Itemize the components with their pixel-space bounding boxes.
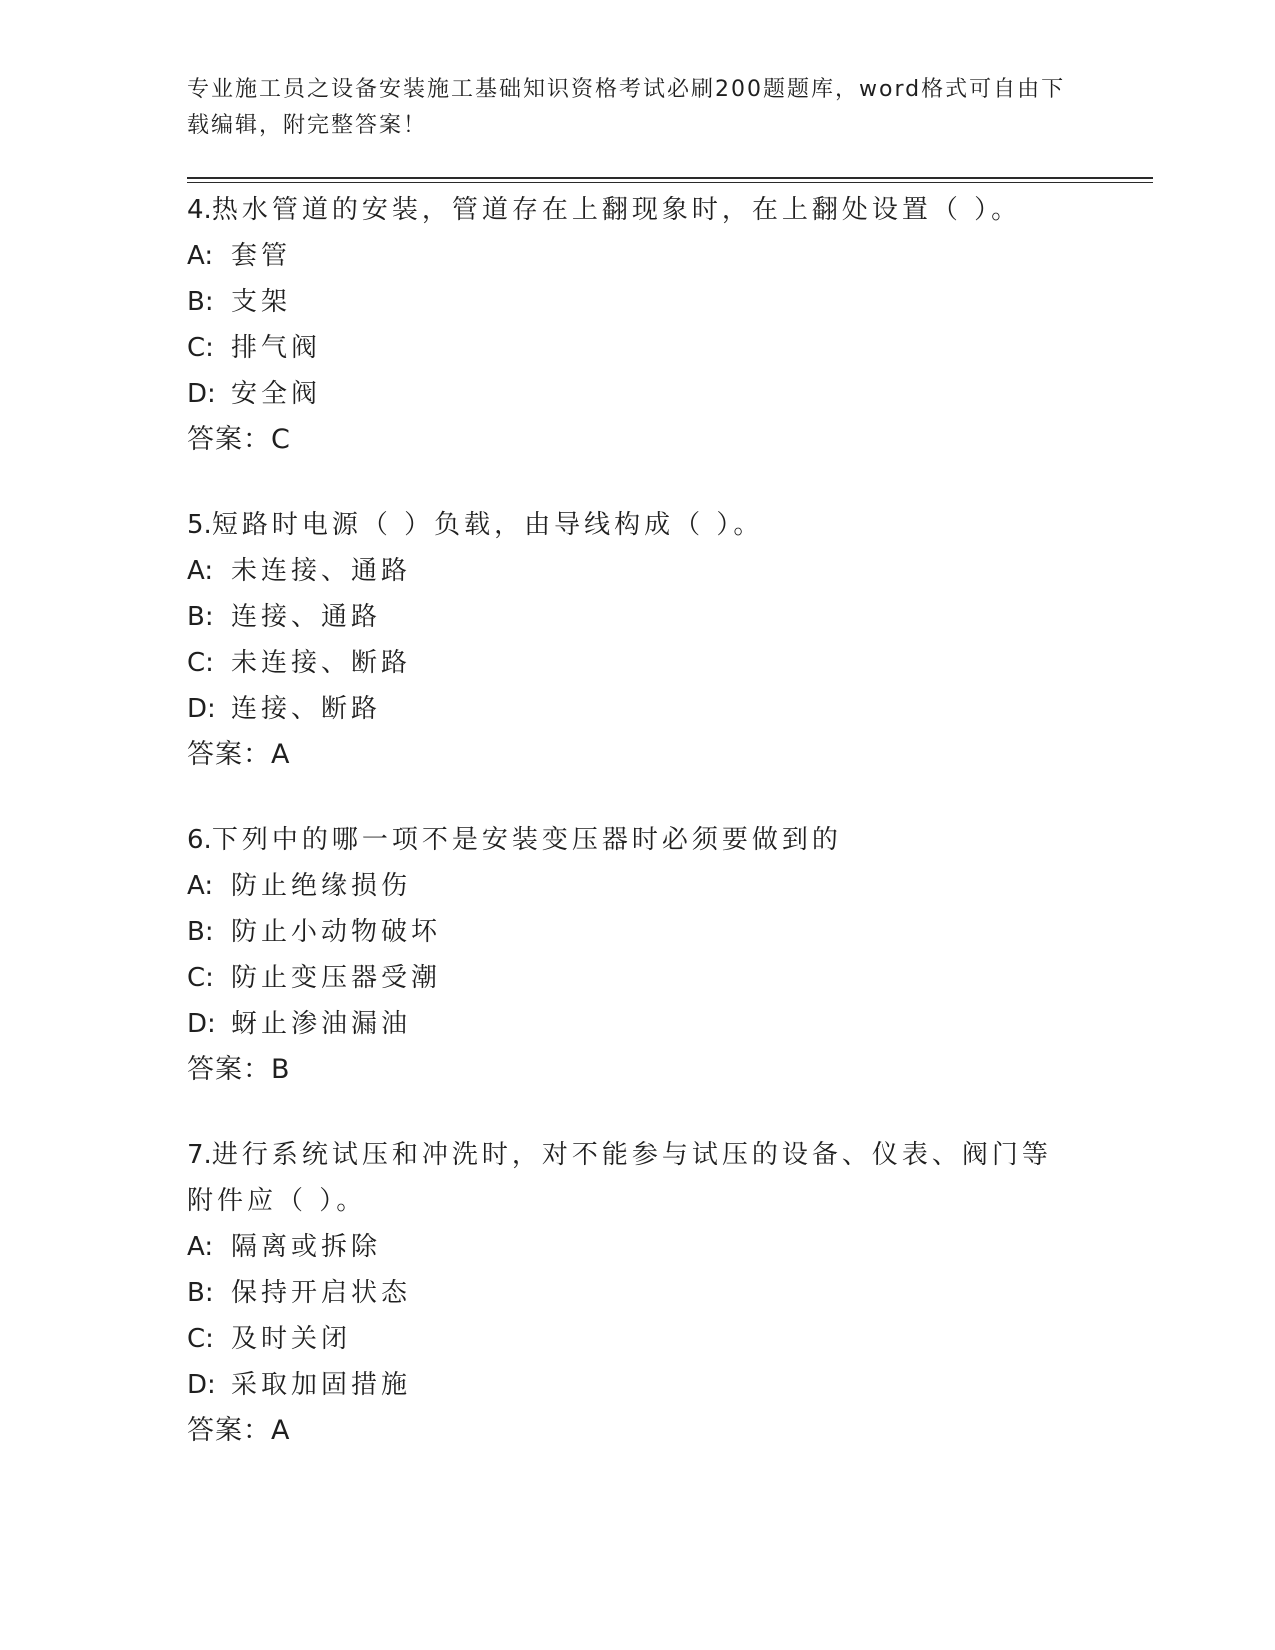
option-d xyxy=(187,371,1067,417)
option-text: 防止小动物破坏 xyxy=(231,917,442,947)
question-text: 短路时电源（ ）负载，由导线构成（ ）。 xyxy=(211,510,764,540)
question-6 xyxy=(187,817,1067,1093)
option-b xyxy=(187,594,1067,640)
option-text: 隔离或拆除 xyxy=(231,1232,382,1262)
option-text: 排气阀 xyxy=(231,333,322,363)
answer-label: 答案： xyxy=(187,1054,271,1085)
option-b xyxy=(187,279,1067,325)
option-a xyxy=(187,863,1067,909)
option-c xyxy=(187,1316,1067,1362)
option-text: 防止绝缘损伤 xyxy=(231,871,412,901)
question-stem xyxy=(187,817,1067,863)
answer-value: A xyxy=(271,739,290,770)
header-divider-thick xyxy=(187,177,1153,179)
answer-value: A xyxy=(271,1415,290,1446)
answer-label: 答案： xyxy=(187,424,271,455)
option-letter: D: xyxy=(187,1370,216,1400)
option-text: 防止变压器受潮 xyxy=(231,963,442,993)
question-5 xyxy=(187,502,1067,778)
option-letter: B: xyxy=(187,917,214,947)
option-letter: C: xyxy=(187,648,214,678)
option-letter: B: xyxy=(187,602,214,632)
question-7 xyxy=(187,1132,1067,1454)
option-text: 未连接、断路 xyxy=(231,648,412,678)
question-number: 5. xyxy=(187,510,212,540)
option-text: 蚜止渗油漏油 xyxy=(231,1009,412,1039)
option-d xyxy=(187,686,1067,732)
option-letter: B: xyxy=(187,287,214,317)
answer-value: C xyxy=(271,424,290,455)
answer-line xyxy=(187,732,1067,778)
option-a xyxy=(187,548,1067,594)
answer-line xyxy=(187,417,1067,463)
option-text: 采取加固措施 xyxy=(231,1370,412,1400)
question-number: 4. xyxy=(187,195,212,225)
question-number: 6. xyxy=(187,825,212,855)
option-letter: C: xyxy=(187,963,214,993)
option-letter: A: xyxy=(187,871,214,901)
option-text: 支架 xyxy=(231,287,292,317)
option-letter: A: xyxy=(187,556,214,586)
question-text: 热水管道的安装，管道存在上翻现象时，在上翻处设置（ ）。 xyxy=(211,195,1022,225)
option-letter: A: xyxy=(187,241,214,271)
question-4 xyxy=(187,187,1067,463)
option-d xyxy=(187,1001,1067,1047)
option-c xyxy=(187,955,1067,1001)
option-text: 安全阀 xyxy=(231,379,322,409)
question-number: 7. xyxy=(187,1140,212,1170)
question-text: 下列中的哪一项不是安装变压器时必须要做到的 xyxy=(211,825,842,855)
answer-label: 答案： xyxy=(187,1415,271,1446)
option-text: 保持开启状态 xyxy=(231,1278,412,1308)
option-letter: C: xyxy=(187,333,214,363)
option-c xyxy=(187,325,1067,371)
option-text: 及时关闭 xyxy=(231,1324,352,1354)
option-letter: B: xyxy=(187,1278,214,1308)
question-stem xyxy=(187,187,1067,233)
option-letter: D: xyxy=(187,694,216,724)
answer-value: B xyxy=(271,1054,290,1085)
option-text: 连接、断路 xyxy=(231,694,382,724)
option-letter: D: xyxy=(187,379,216,409)
answer-label: 答案： xyxy=(187,739,271,770)
option-text: 未连接、通路 xyxy=(231,556,412,586)
option-d xyxy=(187,1362,1067,1408)
question-stem xyxy=(187,1132,1067,1224)
option-a xyxy=(187,1224,1067,1270)
option-a xyxy=(187,233,1067,279)
option-b xyxy=(187,909,1067,955)
option-letter: A: xyxy=(187,1232,214,1262)
option-b xyxy=(187,1270,1067,1316)
option-letter: C: xyxy=(187,1324,214,1354)
option-letter: D: xyxy=(187,1009,216,1039)
option-c xyxy=(187,640,1067,686)
question-stem xyxy=(187,502,1067,548)
answer-line xyxy=(187,1408,1067,1454)
answer-line xyxy=(187,1047,1067,1093)
question-text: 进行系统试压和冲洗时，对不能参与试压的设备、仪表、阀门等附件应（ ）。 xyxy=(187,1140,1052,1216)
header-divider-thin xyxy=(187,182,1153,183)
option-text: 连接、通路 xyxy=(231,602,382,632)
option-text: 套管 xyxy=(231,241,292,271)
document-header: 专业施工员之设备安装施工基础知识资格考试必刷200题题库，word格式可自由下载编辑，附完整答案！ xyxy=(187,77,1066,138)
